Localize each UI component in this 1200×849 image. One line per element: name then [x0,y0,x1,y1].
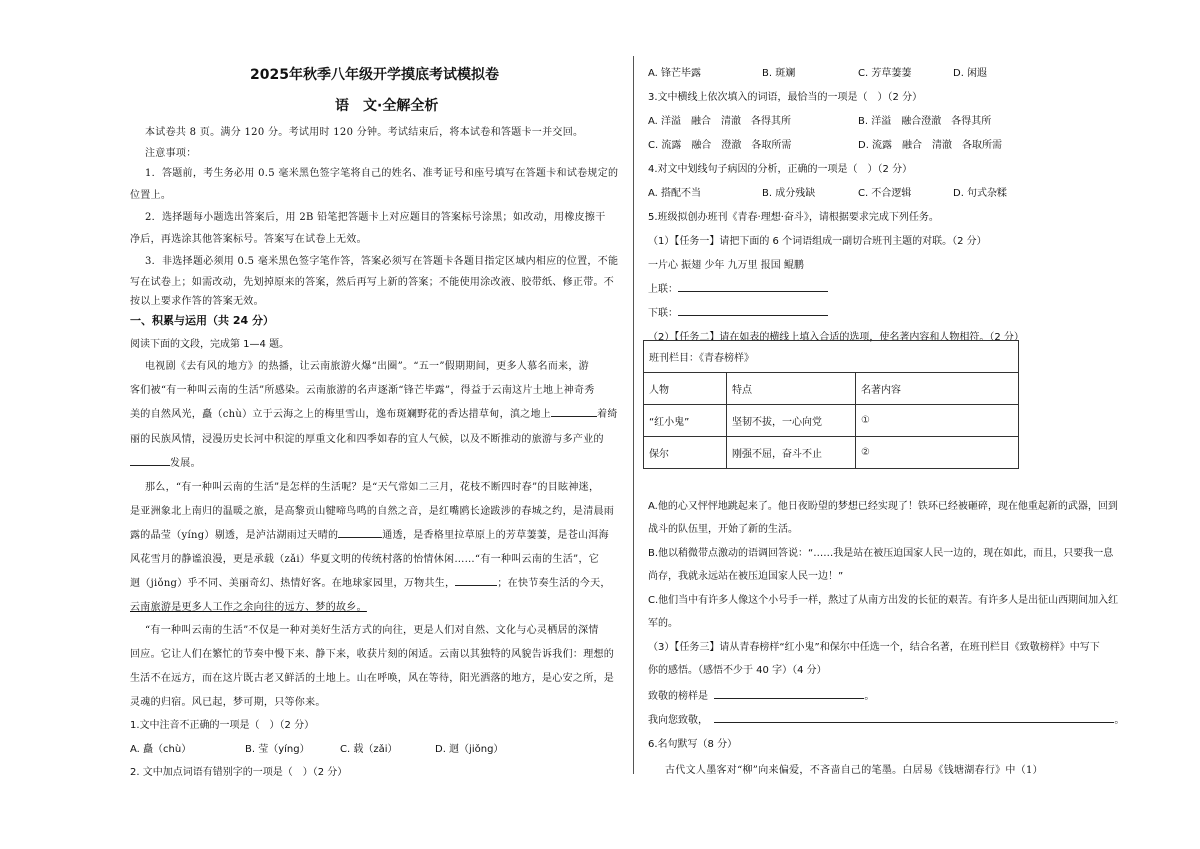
q1-stem: 1.文中注音不正确的一项是（ ）（2 分） [130,720,315,731]
passage-line: “有一种叫云南的生活”不仅是一种对美好生活方式的向往，更是人们对自然、文化与心灵栖居的深情 [145,625,599,636]
passage-line: 迥（jiǒng）乎不同、美丽奇幻、热情好客。在地球家园里，万物共生， ；在快节奏生活的今天， [130,574,611,589]
q4-option-c[interactable]: C. 不合逻辑 [858,188,912,199]
header-trait: 特点 [727,373,856,405]
q2-option-d[interactable]: D. 闲遐 [953,68,988,79]
q5-task2: （2）【任务二】请在如表的横线上填入合适的选项，使名著内容和人物相符。（2 分） [648,332,1024,343]
role-model-table [643,340,1019,469]
passage-line: 露的晶莹（yíng）剔透，是泸沽湖雨过天晴的 通透，是香格里拉草原上的芳草萋萋，是苍山洱海 [130,526,609,541]
passage-line: 灵魂的归宿。风已起，梦可期，只等你来。 [130,697,326,708]
answer-line [714,687,864,699]
q3-option-b[interactable]: B. 洋溢 融合澄澈 各得其所 [858,116,992,127]
option-c-text: C.他们当中有许多人像这个小号手一样，熬过了从南方出发的长征的艰苦。有许多人是出征山西期间加入红 [648,595,1119,606]
answer-slot-2[interactable]: ② [856,437,1019,469]
q4-option-a[interactable]: A. 搭配不当 [648,188,702,199]
q3-option-d[interactable]: D. 流露 融合 清澈 各取所需 [858,140,1003,151]
q2-option-c[interactable]: C. 芳草萋萋 [858,68,912,79]
passage-line: 发展。 [130,454,201,469]
q1-option-b[interactable]: B. 莹（yíng） [245,744,310,755]
q5-stem: 5.班级拟创办班刊《青春·理想·奋斗》，请根据要求完成下列任务。 [648,212,939,223]
q2-option-a[interactable]: A. 锋芒毕露 [648,68,702,79]
passage-line: 风花雪月的静谧浪漫，更是承载（zǎi）华夏文明的传统村落的怡情休闲……“有一种叫云南的生活”，它 [130,554,600,565]
underlined-sentence: 云南旅游是更多人工作之余向往的远方、梦的故乡。 [130,602,367,613]
q6-stem: 6.名句默写（8 分） [648,739,738,750]
answer-line [714,711,1114,723]
task3-text: （3）【任务三】请从青春榜样“红小鬼”和保尔中任选一个，结合名著，在班刊栏目《致敬榜样》中写下 [648,642,1100,653]
q1-option-d[interactable]: D. 迥（jiǒng） [435,744,504,755]
note-1a: 1．答题前，考生务必用 0.5 毫米黑色签字笔将自己的姓名、准考证号和座号填写在答题卡和试卷规定的 [145,168,619,179]
header-person: 人物 [644,373,727,405]
q6-text: 古代文人墨客对“柳”向来偏爱，不吝啬自己的笔墨。白居易《钱塘湖春行》中（1） [665,765,1043,776]
header-content: 名著内容 [856,373,1019,405]
blank-line [130,454,170,466]
page-subtitle: 语 文·全解全析 [335,98,439,114]
blank-line [338,526,382,538]
lower-couplet-field[interactable]: 下联： [648,304,828,319]
q1-option-a[interactable]: A. 矗（chù） [130,744,192,755]
intro-text: 本试卷共 8 页。满分 120 分。考试用时 120 分钟。考试结束后，将本试卷和答题卡一并交回。 [145,127,584,138]
option-b-text-cont: 尚存，我就永远站在被压迫国家人民一边！” [648,571,844,582]
q3-option-a[interactable]: A. 洋溢 融合 清澈 各得其所 [648,116,792,127]
section-heading: 一、积累与运用（共 24 分） [130,314,274,327]
q3-stem: 3.文中横线上依次填入的词语，最恰当的一项是（ ）（2 分） [648,92,923,103]
table-cell: “红小鬼” [644,405,727,437]
passage-line: 电视剧《去有风的地方》的热播，让云南旅游火爆“出圈”。“五一”假期期间，更多人慕名而来，游 [145,361,589,372]
page-title: 2025年秋季八年级开学摸底考试模拟卷 [250,67,499,83]
option-a-text-cont: 战斗的队伍里，开始了新的生活。 [648,524,798,535]
q5-word-bank: 一片心 振翅 少年 九万里 报国 鲲鹏 [648,260,804,271]
answer-line [678,280,828,292]
table-caption: 班刊栏目：《青春榜样》 [644,341,1019,373]
task3-text-cont: 你的感悟。（感悟不少于 40 字）（4 分） [648,665,827,676]
blank-line [455,574,497,586]
notes-label: 注意事项： [145,148,197,159]
q2-option-b[interactable]: B. 斑斓 [762,68,796,79]
role-model-field[interactable]: 致敬的榜样是 。 [648,687,874,702]
table-cell: 保尔 [644,437,727,469]
blank-line [551,405,597,417]
passage-line: 丽的民族风情，浸漫历史长河中积淀的厚重文化和四季如春的宜人气候，以及不断推动的旅游与多产业的 [130,434,604,445]
q3-option-c[interactable]: C. 流露 融合 澄澈 各取所需 [648,140,792,151]
note-3a: 3．非选择题必须用 0.5 毫米黑色签字笔作答，答案必须写在答题卡各题目指定区域内相应的位置，不能 [145,256,619,267]
option-b-text: B.他以稍微带点激动的语调回答说：“……我是站在被压迫国家人民一边的，现在如此，而且，只要我一息 [648,548,1114,559]
column-divider [633,56,634,774]
section-lead: 阅读下面的文段，完成第 1—4 题。 [130,339,290,350]
q4-option-d[interactable]: D. 句式杂糅 [953,188,1008,199]
salute-field[interactable]: 我向您致敬， 。 [648,711,1124,726]
passage-line: 是亚洲象北上南归的温暖之旅，是高黎贡山犍啼鸟鸣的自然之音，是红嘴鸥长途跋涉的春城之约，是清晨雨 [130,506,615,517]
note-3c: 按以上要求作答的答案无效。 [130,296,264,307]
passage-line: 生活不在远方，而在这片既古老又鲜活的土地上。山在呼唤，风在等待，阳光洒落的地方，是心安之所，是 [130,673,615,684]
option-c-text-cont: 军的。 [648,618,678,629]
note-1b: 位置上。 [130,190,172,201]
q2-stem: 2. 文中加点词语有错别字的一项是（ ）（2 分） [130,767,348,778]
answer-slot-1[interactable]: ① [856,405,1019,437]
answer-line [678,304,828,316]
option-a-text: A.他的心又怦怦地跳起来了。他日夜盼望的梦想已经实现了！铁环已经被砸碎，现在他重起新的武器，回到 [648,501,1118,512]
upper-couplet-field[interactable]: 上联： [648,280,828,295]
passage-line: 回应。它让人们在繁忙的节奏中慢下来、静下来，收获片刻的闲适。云南以其独特的风貌告诉我们：理想的 [130,649,615,660]
q5-task1: （1）【任务一】请把下面的 6 个词语组成一副切合班刊主题的对联。（2 分） [648,236,987,247]
q1-option-c[interactable]: C. 载（zǎi） [340,744,398,755]
note-2a: 2．选择题每小题选出答案后，用 2B 铅笔把答题卡上对应题目的答案标号涂黑；如改动，用橡皮擦干 [145,212,606,223]
passage-line: 客们被“有一种叫云南的生活”所感染。云南旅游的名声逐渐“锋芒毕露”，得益于云南这片土地上神奇秀 [130,385,595,396]
table-cell: 刚强不屈，奋斗不止 [727,437,856,469]
passage-line: 那么，“有一种叫云南的生活”是怎样的生活呢？是“天气常如二三月，花枝不断四时春”的目眩神迷， [145,482,600,493]
note-3b: 写在试卷上；如需改动，先划掉原来的答案，然后再写上新的答案；不能使用涂改液、胶带纸、修正带。不 [130,277,615,288]
note-2b: 净后，再选涂其他答案标号。答案写在试卷上无效。 [130,234,367,245]
q4-stem: 4.对文中划线句子病因的分析，正确的一项是（ ）（2 分） [648,164,913,175]
passage-line: 美的自然风光，矗（chù）立于云海之上的梅里雪山，逸布斑斓野花的香达措草甸，滇之地上 着绮 [130,405,618,420]
table-cell: 坚韧不拔，一心向党 [727,405,856,437]
q4-option-b[interactable]: B. 成分残缺 [762,188,816,199]
